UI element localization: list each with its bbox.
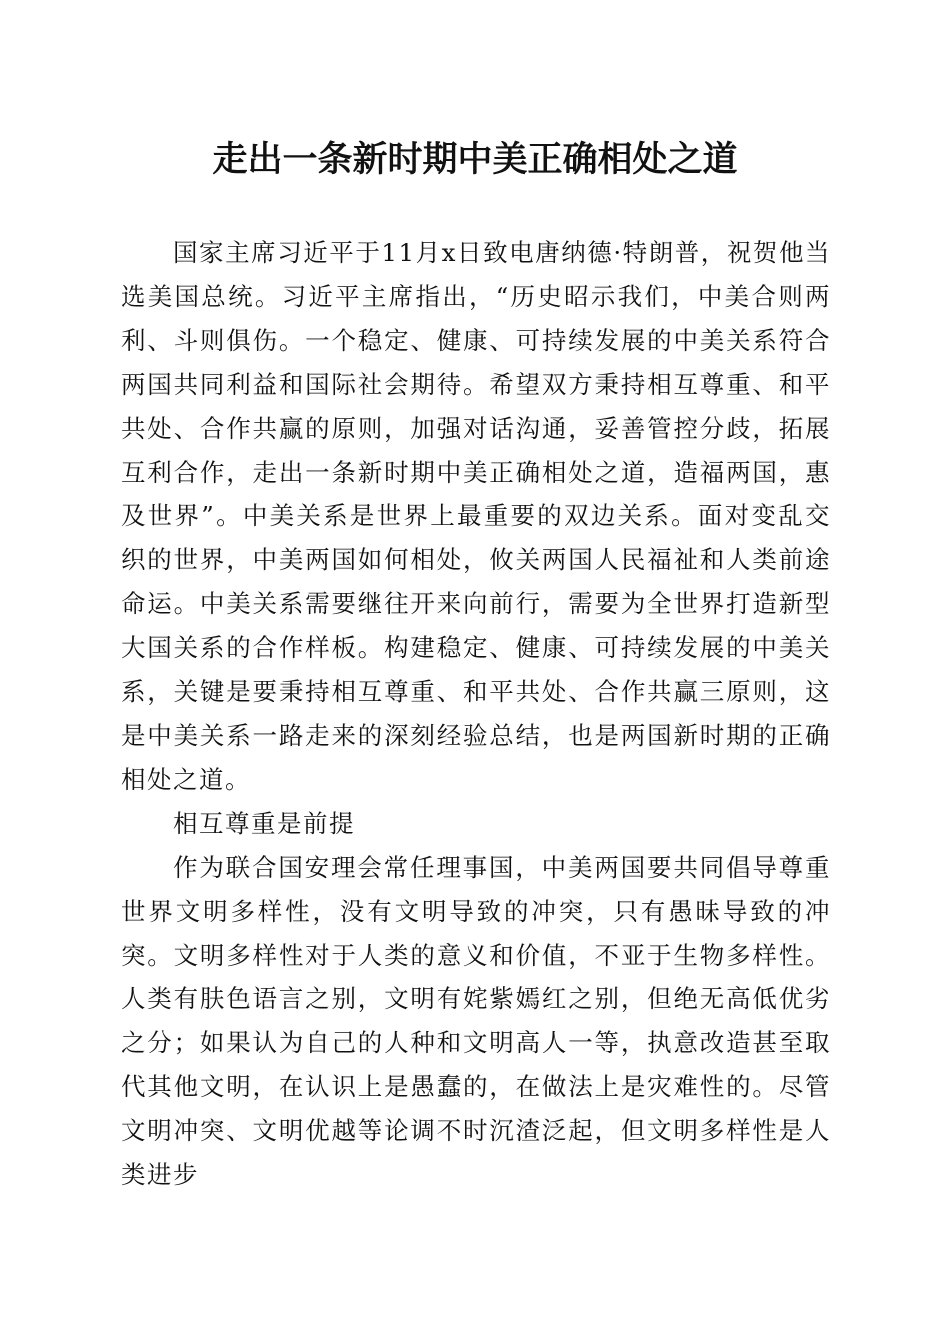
document-title: 走出一条新时期中美正确相处之道	[212, 139, 738, 180]
section-heading: 相互尊重是前提	[173, 808, 355, 838]
document-body	[121, 231, 831, 1197]
paragraph-mutual-respect: 作为联合国安理会常任理事国，中美两国要共同倡导尊重世界文明多样性，没有文明导致的冲突，只有愚昧导致的冲突。文明多样性对于人类的意义和价值，不亚于生物多样性。人类有肤色语言之别，文明有姹紫嫣红之别，但绝无高低优劣之分；如果认为自己的人种和文明高人一等，执意改造甚至取代其他文明，在认识上是愚蠢的，在做法上是灾难性的。尽管文明冲突、文明优越等论调不时沉渣泛起，但文明多样性是人类进步	[121, 852, 831, 1190]
paragraph-intro: 国家主席习近平于11月x日致电唐纳德·特朗普，祝贺他当选美国总统。习近平主席指出，“历史昭示我们，中美合则两利、斗则俱伤。一个稳定、健康、可持续发展的中美关系符合两国共同利益和国际社会期待。希望双方秉持相互尊重、和平共处、合作共赢的原则，加强对话沟通，妥善管控分歧，拓展互利合作，走出一条新时期中美正确相处之道，造福两国，惠及世界”。中美关系是世界上最重要的双边关系。面对变乱交织的世界，中美两国如何相处，攸关两国人民福祉和人类前途命运。中美关系需要继往开来向前行，需要为全世界打造新型大国关系的合作样板。构建稳定、健康、可持续发展的中美关系，关键是要秉持相互尊重、和平共处、合作共赢三原则，这是中美关系一路走来的深刻经验总结，也是两国新时期的正确相处之道。	[121, 238, 831, 794]
